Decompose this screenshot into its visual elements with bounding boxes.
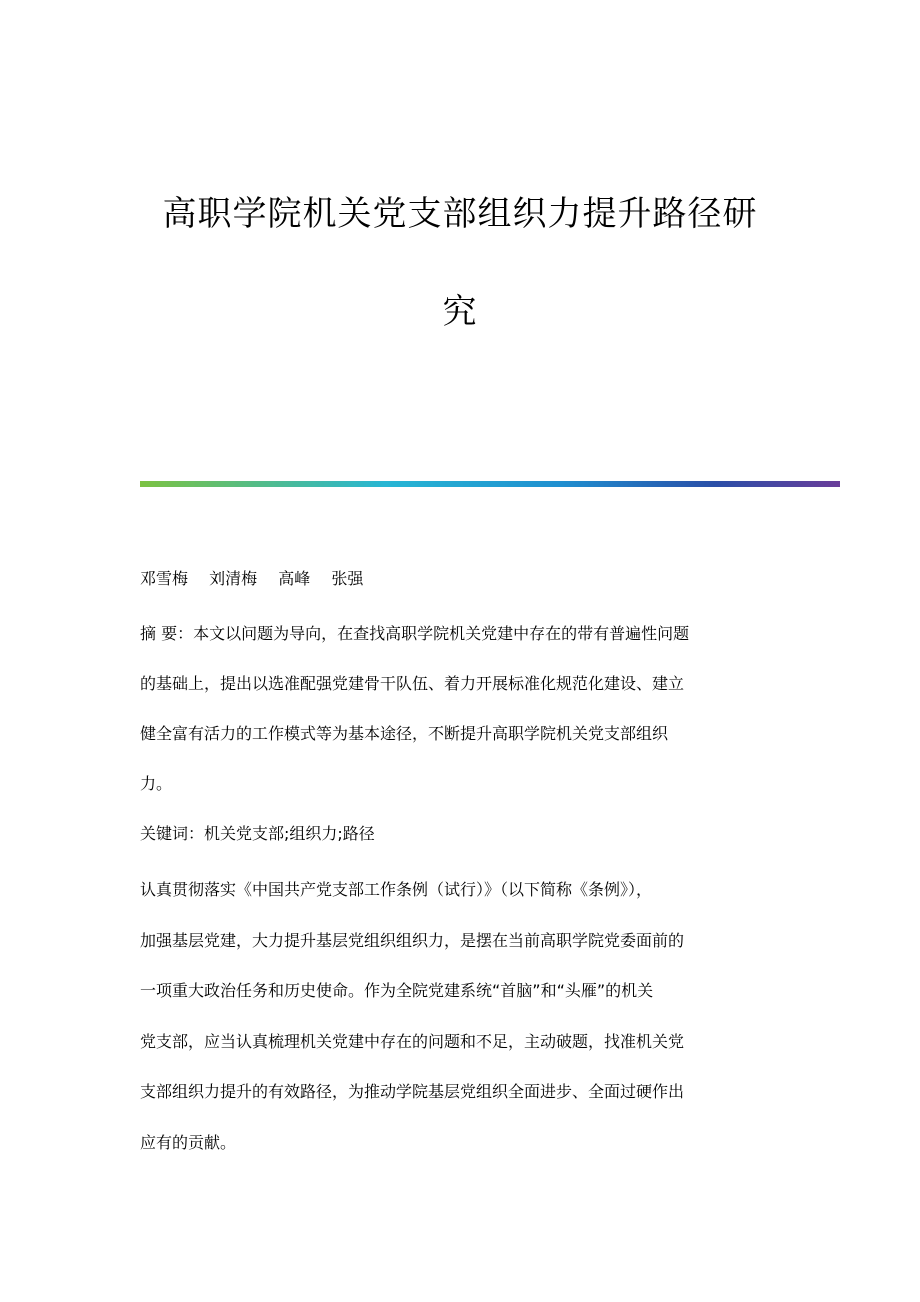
abstract-line: 力。 [140,774,173,793]
abstract-line: 的基础上，提出以选准配强党建骨干队伍、着力开展标准化规范化建设、建立 [140,674,685,693]
body-paragraph [140,876,780,1179]
author-list [140,566,379,592]
body-line: 支部组织力提升的有效路径，为推动学院基层党组织全面进步、全面过硬作出 [140,1082,685,1101]
title-line-1: 高职学院机关党支部组织力提升路径研 [162,194,758,234]
body-line: 认真贯彻落实《中国共产党支部工作条例（试行）》（以下简称《条例》）， [140,880,653,899]
keywords: 关键词：机关党支部;组织力;路径 [140,824,375,843]
document-title [100,190,820,336]
abstract-line: 健全富有活力的工作模式等为基本途径，不断提升高职学院机关党支部组织 [140,724,669,743]
author-name: 高峰 [278,569,311,588]
body-line: 应有的贡献。 [140,1132,237,1152]
body-line: 一项重大政治任务和历史使命。作为全院党建系统“首脑”和“头雁”的机关 [140,981,654,1000]
author-name: 张强 [331,569,364,588]
title-line-2: 究 [442,292,478,332]
body-line: 党支部，应当认真梳理机关党建中存在的问题和不足，主动破题，找准机关党 [140,1031,685,1051]
gradient-divider [140,481,840,487]
author-name: 邓雪梅 [140,569,189,588]
body-line: 加强基层党建，大力提升基层党组织组织力，是摆在当前高职学院党委面前的 [140,930,685,950]
abstract-line: 摘 要：本文以问题为导向，在查找高职学院机关党建中存在的带有普遍性问题 [140,624,690,643]
author-name: 刘清梅 [209,569,258,588]
abstract [140,620,780,820]
